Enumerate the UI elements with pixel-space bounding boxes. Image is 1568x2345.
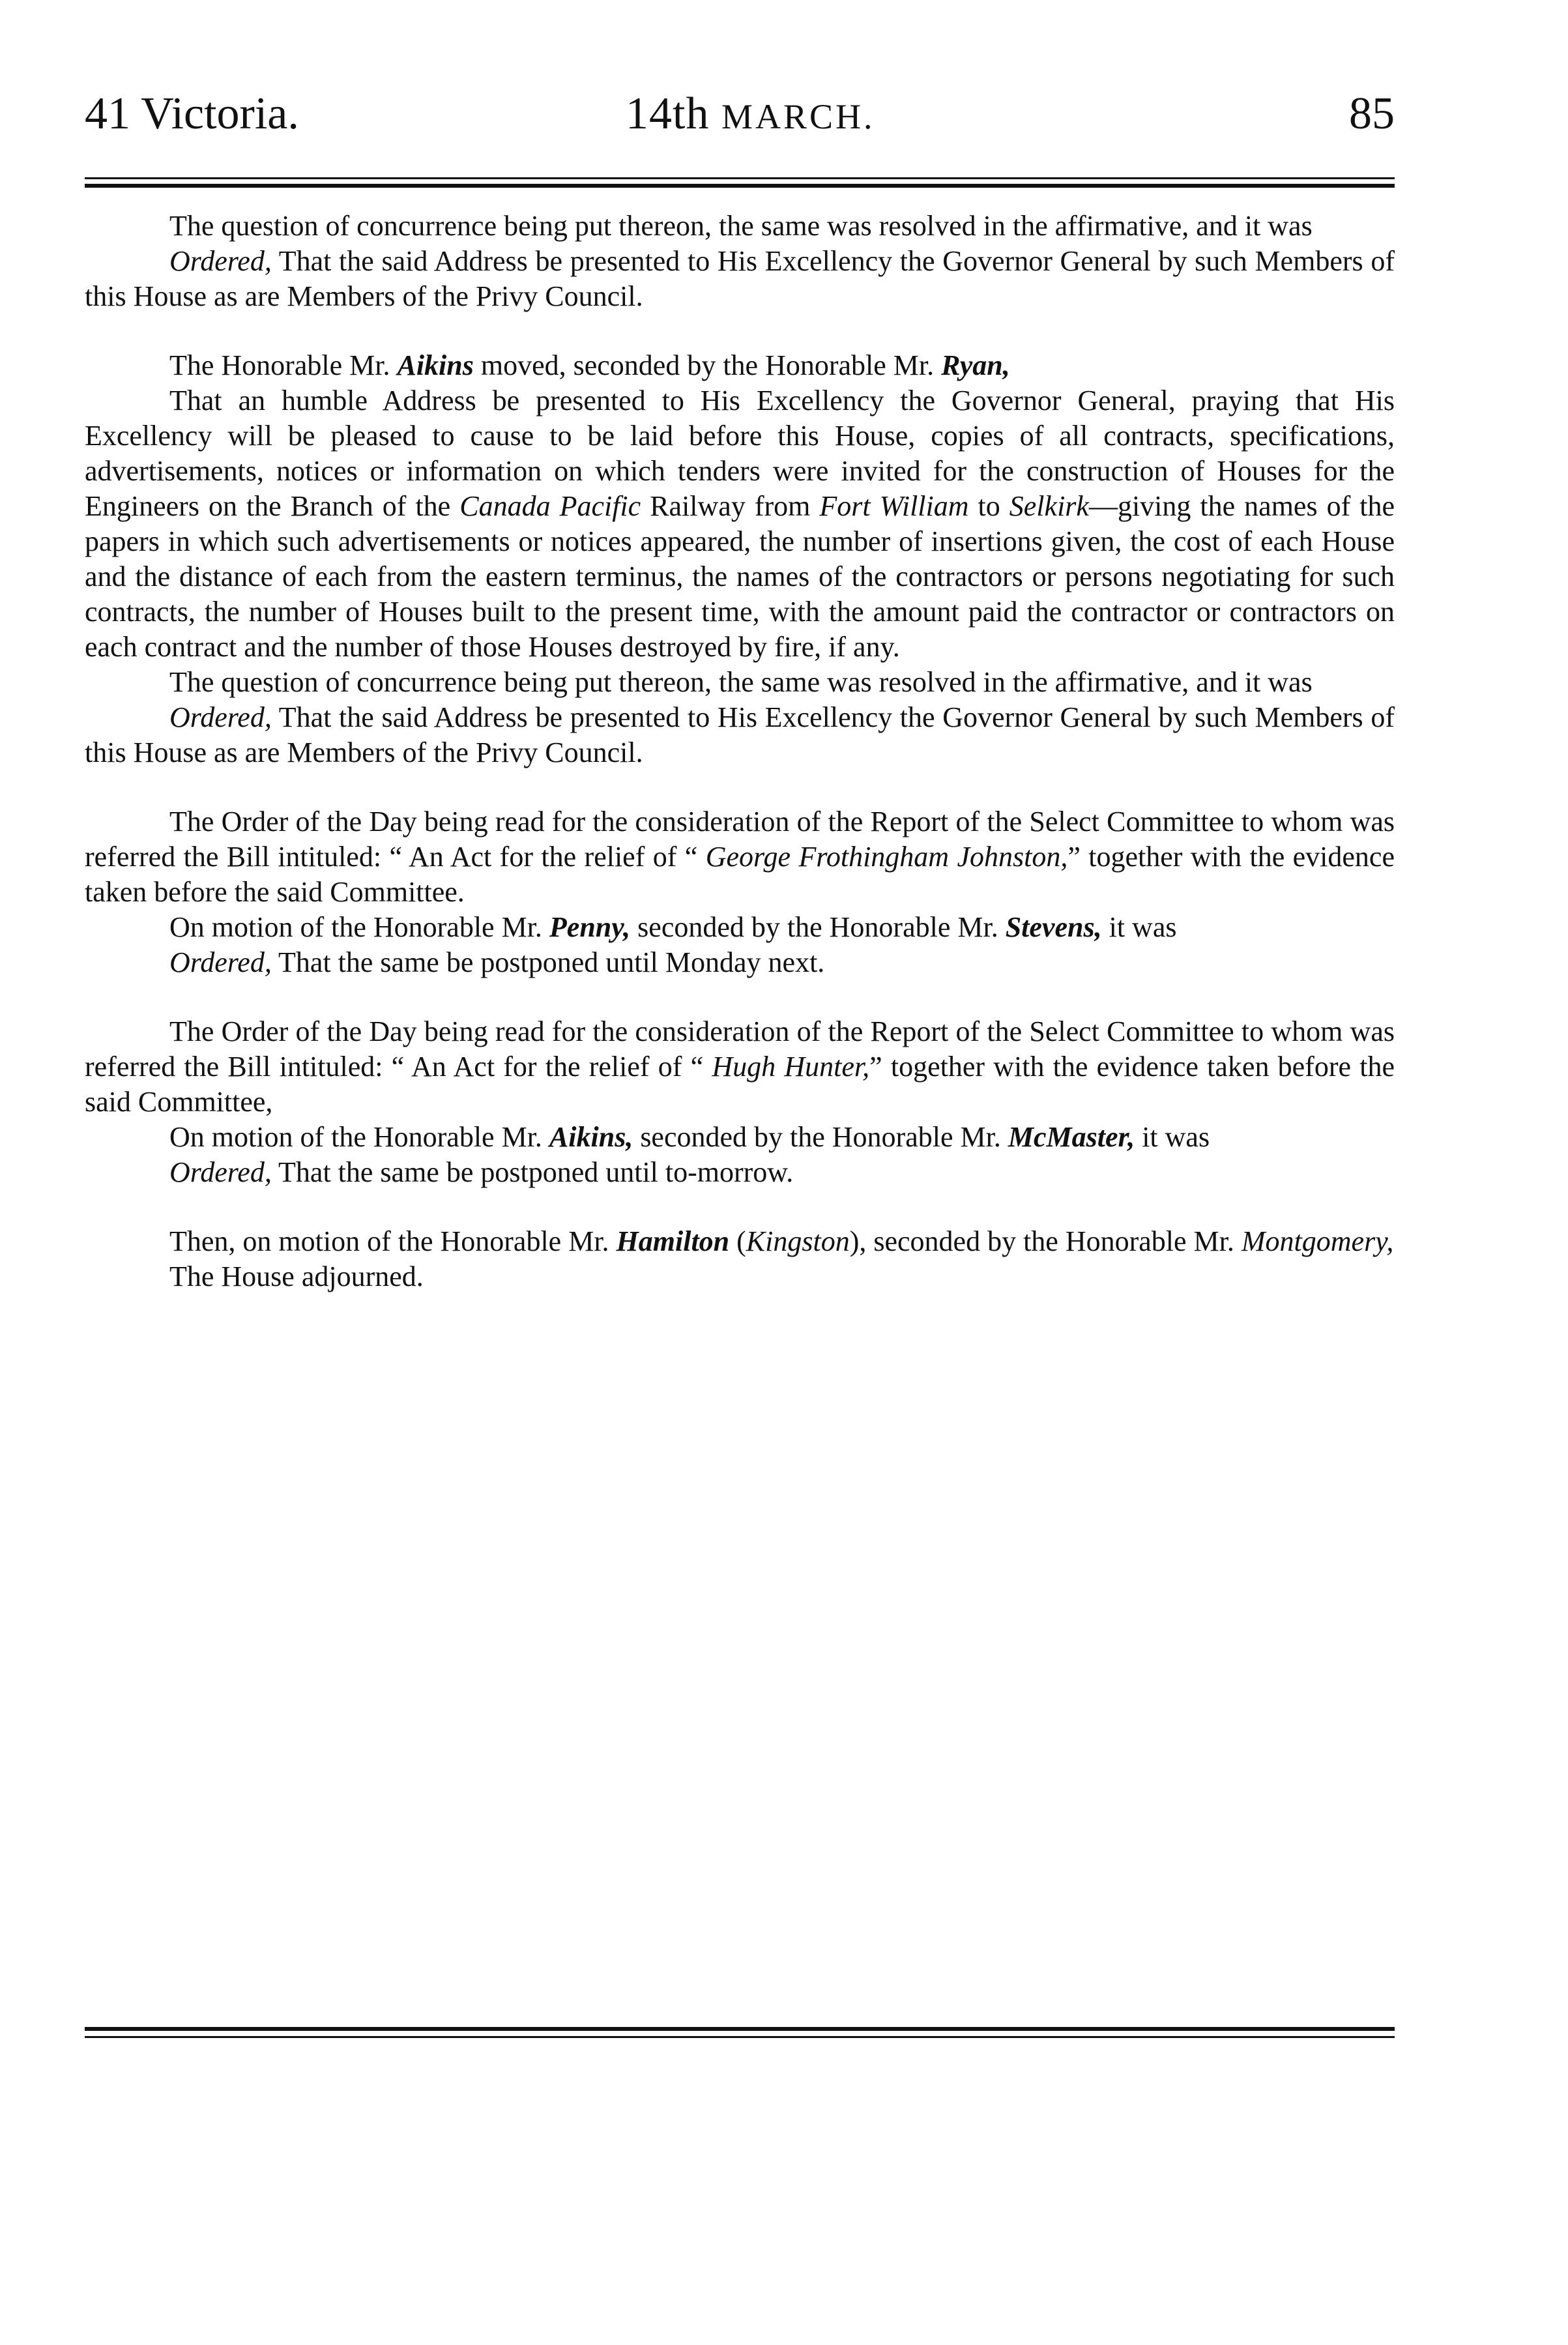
header-rule-thick: [85, 184, 1395, 188]
footer-rule-thick: [85, 2027, 1395, 2031]
ordered-lead: Ordered,: [169, 701, 272, 733]
paragraph-motion: [85, 1120, 1395, 1155]
paragraph-ordered: [85, 945, 1395, 980]
entry-aikins-motion: [85, 348, 1395, 770]
address-text: to: [968, 490, 1009, 522]
railway-name: Canada Pacific: [459, 490, 641, 522]
bill-subject-name: George Frothingham Johnston,: [705, 841, 1068, 873]
header-rule-thin: [85, 177, 1395, 179]
motion-text: The Honorable Mr.: [169, 349, 398, 381]
order-text: ” together with the evidence taken before the said Committee.: [85, 841, 1395, 908]
running-header: [85, 85, 1395, 143]
motion-text: it was: [1101, 911, 1177, 943]
motion-text: seconded by the Honorable Mr.: [633, 1121, 1008, 1153]
paragraph-ordered: [85, 244, 1395, 314]
paragraph-motion: [85, 348, 1395, 383]
bill-subject-name: Hugh Hunter,: [712, 1051, 870, 1083]
address-text: Railway from: [641, 490, 820, 522]
header-date-month: MARCH.: [721, 97, 875, 136]
ordered-text: That the said Address be presented to His Excellency the Governor General by such Members of this House as are Members of the Privy Council.: [85, 245, 1395, 312]
motion-text: Then, on motion of the Honorable Mr.: [169, 1225, 617, 1257]
ordered-lead: Ordered,: [169, 946, 272, 978]
ordered-lead: Ordered,: [169, 1156, 272, 1188]
mover-name: Aikins,: [549, 1121, 633, 1153]
place-name: Fort William: [819, 490, 969, 522]
header-date: [626, 85, 875, 146]
paragraph-ordered: [85, 1155, 1395, 1190]
entry-hunter-bill: [85, 1014, 1395, 1190]
entry-johnston-bill: [85, 804, 1395, 980]
paragraph-concurrence: The question of concurrence being put thereon, the same was resolved in the affirmative, and it was: [169, 666, 1313, 698]
order-text: The Order of the Day being read for the consideration of the Report of the Select Committee to whom was referred the Bill intituled: “ An Act for the relief of “: [85, 806, 1395, 873]
address-text: That an humble Address be presented to His Excellency the Governor General, praying that His Excellency will be pleased to cause to be laid before this House, copies of all contracts, specifications, advertisements, notices or information on which tenders were invited for the construction of Houses for the Engineers on the Branch of the: [85, 385, 1395, 522]
paragraph-adjourned: The House adjourned.: [169, 1260, 424, 1292]
seconder-name: Montgomery,: [1241, 1225, 1394, 1257]
seconder-name: Stevens,: [1005, 911, 1102, 943]
order-text: The Order of the Day being read for the consideration of the Report of the Select Committee to whom was referred the Bill intituled: “ An Act for the relief of “: [85, 1015, 1395, 1083]
paragraph-concurrence: The question of concurrence being put thereon, the same was resolved in the affirmative, and it was: [169, 210, 1313, 242]
mover-name: Aikins: [397, 349, 474, 381]
seconder-name: McMaster,: [1008, 1121, 1135, 1153]
motion-text: ), seconded by the Honorable Mr.: [849, 1225, 1241, 1257]
constituency-name: Kingston: [746, 1225, 850, 1257]
paragraph-address: [85, 383, 1395, 665]
ordered-text: That the same be postponed until to-morrow.: [271, 1156, 794, 1188]
page-number: 85: [1349, 89, 1395, 139]
motion-text: seconded by the Honorable Mr.: [630, 911, 1006, 943]
header-date-day: 14th: [626, 89, 721, 139]
motion-text: (: [729, 1225, 746, 1257]
mover-name: Hamilton: [616, 1225, 730, 1257]
paragraph-order-of-day: [85, 804, 1395, 910]
seconder-name: Ryan,: [941, 349, 1010, 381]
order-text: ” together with the evidence taken before the said Committee,: [85, 1051, 1395, 1118]
ordered-lead: Ordered,: [169, 245, 272, 277]
motion-text: it was: [1135, 1121, 1210, 1153]
paragraph-motion: [85, 910, 1395, 945]
ordered-text: That the said Address be presented to His Excellency the Governor General by such Members of this House as are Members of the Privy Council.: [85, 701, 1395, 768]
footer-rule-thin: [85, 2036, 1395, 2038]
ordered-text: That the same be postponed until Monday next.: [271, 946, 825, 978]
motion-text: On motion of the Honorable Mr.: [169, 911, 549, 943]
paragraph-ordered: [85, 700, 1395, 770]
motion-text: moved, seconded by the Honorable Mr.: [473, 349, 942, 381]
mover-name: Penny,: [549, 911, 631, 943]
motion-text: On motion of the Honorable Mr.: [169, 1121, 549, 1153]
paragraph-motion: [85, 1224, 1395, 1259]
page-body: [85, 209, 1395, 1328]
entry-address-privy-council: [85, 209, 1395, 314]
address-text: —giving the names of the papers in which such advertisements or notices appeared, the number of insertions given, the cost of each House and the distance of each from the eastern terminus, the names of the contractors or persons negotiating for such contracts, the number of Houses built to the present time, with the amount paid the contractor or contractors on each contract and the number of those Houses destroyed by fire, if any.: [85, 490, 1395, 663]
paragraph-order-of-day: [85, 1014, 1395, 1120]
place-name: Selkirk: [1009, 490, 1089, 522]
header-regnal-year: 41 Victoria.: [85, 89, 299, 139]
entry-adjournment: [85, 1224, 1395, 1294]
